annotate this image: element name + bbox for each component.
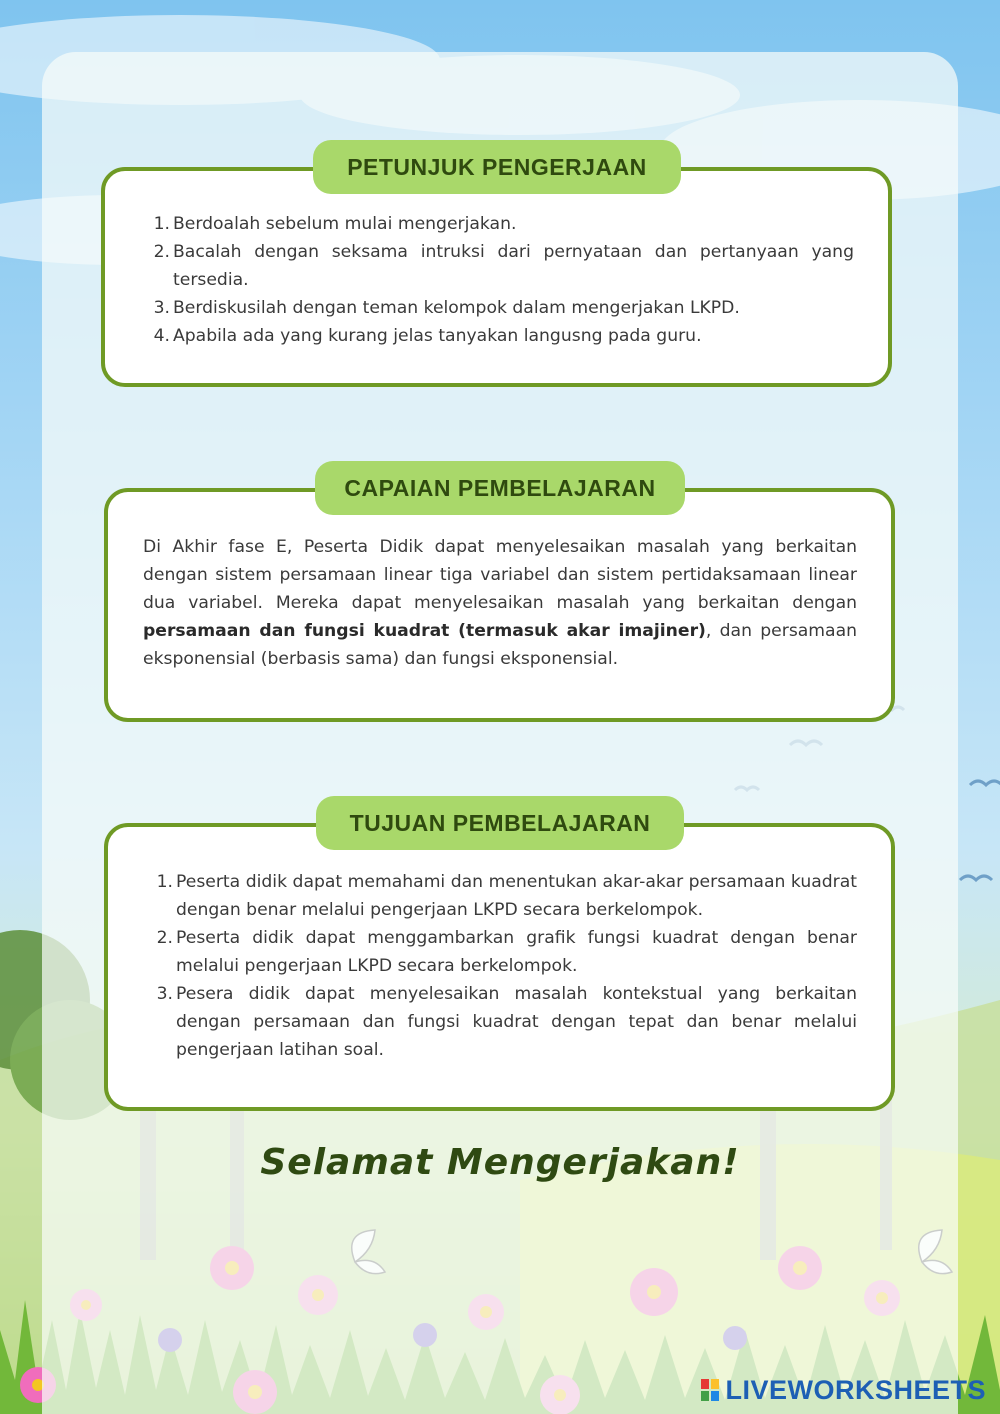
list-item: 1. Berdoalah sebelum mulai mengerjakan. (153, 214, 517, 234)
list-item: 1. Peserta didik dapat memahami dan menentukan akar-akar persamaan kuadrat dengan benar melalui pengerjaan LKPD secara berkelompok. (156, 872, 857, 920)
list-item: 4. Apabila ada yang kurang jelas tanyakan langusng pada guru. (153, 326, 702, 346)
capaian-bold-text: persamaan dan fungsi kuadrat (termasuk akar imajiner) (143, 621, 706, 641)
petunjuk-title: PETUNJUK PENGERJAAN (313, 140, 681, 194)
tujuan-list (143, 868, 857, 1064)
liveworksheets-watermark[interactable] (701, 1375, 986, 1406)
list-item: 3. Berdiskusilah dengan teman kelompok dalam mengerjakan LKPD. (153, 298, 740, 318)
list-item: 2. Peserta didik dapat menggambarkan grafik fungsi kuadrat dengan benar melalui pengerjaan LKPD secara berkelompok. (156, 928, 857, 976)
watermark-text: LIVEWORKSHEETS (725, 1375, 986, 1405)
capaian-paragraph: Di Akhir fase E, Peserta Didik dapat menyelesaikan masalah yang berkaitan dengan sistem persamaan linear tiga variabel dan sistem pertidaksamaan linear dua variabel. Mereka dapat menyelesaikan masalah yang berkaitan dengan persamaan dan fungsi kuadrat (termasuk akar imajiner), dan persamaan eksponensial (berbasis sama) dan fungsi eksponensial. (143, 537, 858, 669)
liveworksheets-logo-icon (701, 1379, 721, 1403)
list-item: 2. Bacalah dengan seksama intruksi dari pernyataan dan pertanyaan yang tersedia. (153, 242, 854, 290)
petunjuk-list (140, 210, 854, 350)
tujuan-title: TUJUAN PEMBELAJARAN (316, 796, 684, 850)
closing-text: Selamat Mengerjakan! (260, 1142, 740, 1183)
capaian-title: CAPAIAN PEMBELAJARAN (315, 461, 685, 515)
list-item: 3. Pesera didik dapat menyelesaikan masalah kontekstual yang berkaitan dengan persamaan dan fungsi kuadrat dengan tepat dan benar melalui pengerjaan latihan soal. (156, 984, 857, 1060)
